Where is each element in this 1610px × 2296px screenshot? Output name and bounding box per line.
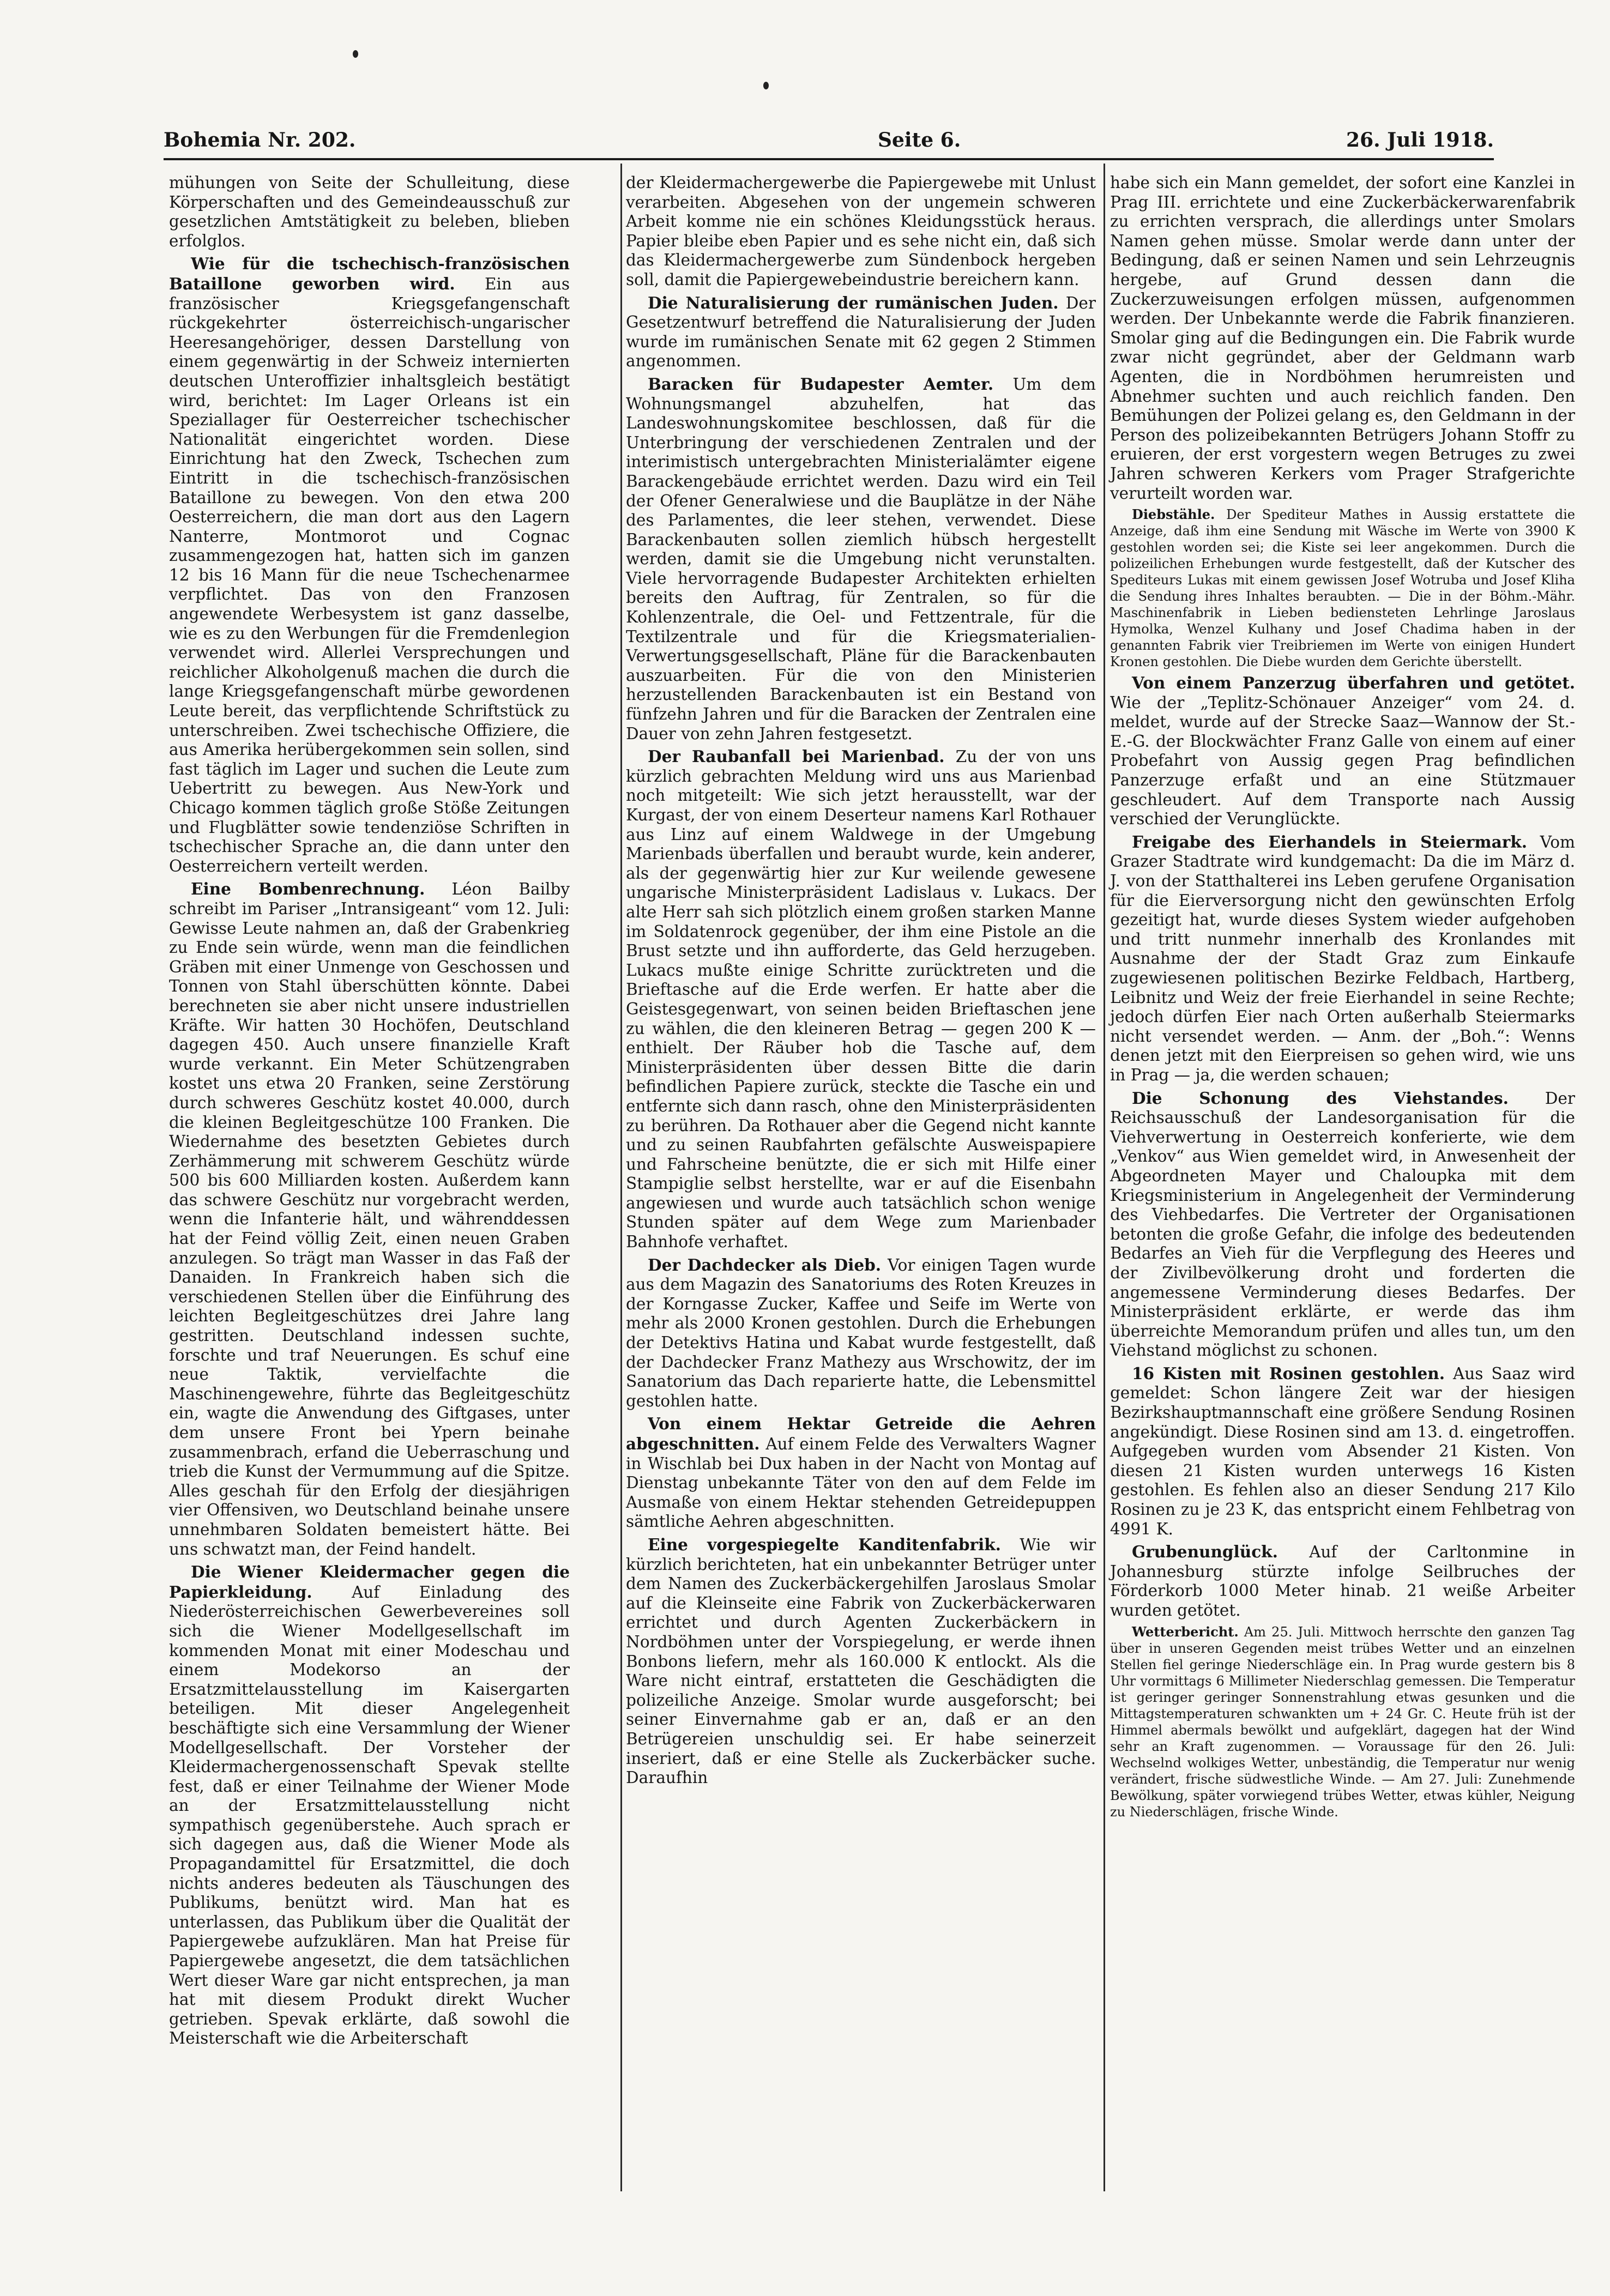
article-text: habe sich ein Mann gemeldet, der sofort eine Kanzlei in Prag III. errichtete und eine Zuckerbäckerwarenfabrik zu errichten versprach, die allerdings unter Smolars Namen gehen müsse. Smolar werde dann unter der Bedingung, daß er seinen Namen und sein Lehrzeugnis hergebe, auf Grund dessen dann die Zuckerzuweisungen erfolgen müssen, aufgenommen werden. Der Unbekannte werde die Fabrik finanzieren. Smolar ging auf die Bedingungen ein. Die Fabrik wurde zwar nicht gegründet, aber der Geldmann warb Agenten, die in Nordböhmen herumreisten und Abnehmer suchten und auch reichlich fanden. Den Bemühungen der Polizei gelang es, den Geldmann in der Person des polizeibekannten Betrügers Johann Stoffr zu eruieren, der erst vorgestern wegen Betruges zu zwei Jahren schweren Kerkers vom Prager Strafgerichte verurteilt worden war. — [1110, 173, 1575, 503]
article-paragraph — [626, 1255, 1096, 1411]
article-paragraph — [1110, 1542, 1575, 1620]
article-text: der Kleidermachergewerbe die Papiergewebe mit Unlust verarbeiten. Abgesehen von der ungemein schweren Arbeit komme nie ein schönes Kleidungsstück heraus. Papier bleibe eben Papier und es sehe nicht ein, daß sich das Kleidermachergewerbe zum Sündenbock hergeben soll, damit die Papiergewebeindustrie bereichern kann. — [626, 173, 1096, 289]
article-paragraph — [1110, 1364, 1575, 1539]
speck — [353, 50, 358, 58]
article-heading: Grubenunglück. — [1132, 1542, 1278, 1562]
article-paragraph — [626, 173, 1096, 290]
article-paragraph — [626, 747, 1096, 1252]
article-paragraph — [1110, 1624, 1575, 1820]
article-text: Léon Bailby schreibt im Pariser „Intransigeant“ vom 12. Juli: Gewisse Leute nahmen an, daß der Grabenkrieg zu Ende sein würde, wenn man die feindlichen Gräben mit einer Unmenge von Geschossen und Tonnen von Stahl überschütten könnte. Dabei berechneten sie aber nicht unsere industriellen Kräfte. Wir hatten 30 Hochöfen, Deutschland dagegen 450. Auch unsere finanzielle Kraft wurde verkannt. Ein Meter Schützengraben kostet uns etwa 20 Franken, seine Zerstörung durch schweres Geschütz kostet 40.000, durch die kleinen Begleitgeschütze 100 Franken. Die Wiedernahme des besetzten Gebietes durch Zerhämmerung mit schwerem Geschütz würde 500 bis 600 Milliarden kosten. Außerdem kann das schwere Geschütz nur vorgebracht werden, wenn die Infanterie hält, und währenddessen hat der Feind völlig Zeit, einen neuen Graben anzulegen. So trägt man Wasser in das Faß der Danaiden. In Frankreich haben sich die verschiedenen Stellen über die Einführung des leichten Begleitgeschützes drei Jahre lang gestritten. Deutschland indessen suchte, forschte und traf Neuerungen. Es schuf eine neue Taktik, vervielfachte die Maschinengewehre, führte das Begleitgeschütz ein, wagte die Anwendung des Giftgases, unter dem unsere Front bei Ypern beinahe zusammenbrach, erfand die Ueberraschung und trieb die Kunst der Vermummung auf die Spitze. Alles geschah für den Erfolg der diesjährigen vier Offensiven, wo Deutschland beinahe unsere unnehmbaren Soldaten bemeistert hätte. Bei uns schwatzt man, der Feind handelt. — [169, 880, 570, 1558]
article-paragraph — [1110, 173, 1575, 503]
article-heading: Wetterbericht. — [1132, 1623, 1239, 1640]
article-heading: Die Wiener Kleidermacher gegen die Papierkleidung. — [169, 1562, 570, 1602]
article-heading: 16 Kisten mit Rosinen gestohlen. — [1132, 1363, 1445, 1383]
article-heading: Eine Bombenrechnung. — [191, 879, 425, 899]
article-paragraph — [1110, 832, 1575, 1085]
article-heading: Eine vorgespiegelte Kanditenfabrik. — [648, 1534, 1001, 1554]
article-paragraph — [169, 254, 570, 876]
header-issue: Bohemia Nr. 202. — [164, 129, 356, 152]
article-text: Der Reichsausschuß der Landesorganisation für die Viehverwertung in Oesterreich konferierte, wie dem „Venkov“ aus Wien gemeldet wird, in Anwesenheit der Abgeordneten Mayer und Chaloupka mit dem Kriegsministerium in Angelegenheit der Verminderung des Viehbedarfes. Die Vertreter der Organisationen betonten die große Gefahr, die infolge des bedeutenden Bedarfes an Vieh für die Verpflegung des Heeres und der Zivilbevölkerung droht und forderten die angemessene Verminderung dieses Bedarfes. Der Ministerpräsident erklärte, er werde das ihm überreichte Memorandum prüfen und alles tun, um den Viehstand möglichst zu schonen. — [1110, 1089, 1575, 1360]
article-text: Auf einem Felde des Verwalters Wagner in Wischlab bei Dux haben in der Nacht von Montag auf Dienstag unbekannte Täter von den auf dem Felde im Ausmaße von einem Hektar stehenden Getreidepuppen sämtliche Aehren abgeschnitten. — [626, 1435, 1096, 1531]
article-text: mühungen von Seite der Schulleitung, diese Körperschaften und des Gemeindeausschuß zur gesetzlichen Amtstätigkeit zu beleben, blieben erfolglos. — [169, 173, 570, 250]
article-heading: Die Naturalisierung der rumänischen Juden. — [648, 293, 1059, 312]
article-paragraph — [1110, 506, 1575, 670]
article-paragraph — [169, 1562, 570, 2049]
article-text: Wie wir kürzlich berichteten, hat ein unbekannter Betrüger unter dem Namen des Zuckerbäckergehilfen Jaroslaus Smolar auf die Kleinseite eine Fabrik von Zuckerbäckerwaren errichtet und durch Agenten Zuckerbäckern in Nordböhmen unter der Vorspiegelung, er werde ihnen Bonbons liefern, mehr als 160.000 K entlockt. Als die Ware nicht eintraf, erstatteten die Geschädigten die polizeiliche Anzeige. Smolar wurde ausgeforscht; bei seiner Einvernahme gab er an, daß er an den Betrügereien unschuldig sei. Er habe seinerzeit inseriert, daß er eine Stelle als Zuckerbäcker suche. Daraufhin — [626, 1535, 1096, 1787]
article-paragraph — [626, 1414, 1096, 1532]
article-paragraph — [1110, 673, 1575, 829]
article-text: Wie der „Teplitz-Schönauer Anzeiger“ vom 24. d. meldet, wurde auf der Strecke Saaz—Wannow der St.-E.-G. der Blockwächter Franz Galle von einem auf einer Probefahrt von Aussig gegen Prag befindlichen Panzerzuge erfaßt und an eine Stützmauer geschleudert. Auf dem Transporte nach Aussig verschied der Verunglückte. — [1110, 693, 1575, 829]
article-text: Auf der Carltonmine in Johannesburg stürzte infolge Seilbruches der Förderkorb 1000 Meter hinab. 21 weiße Arbeiter wurden getötet. — [1110, 1543, 1575, 1620]
header-date: 26. Juli 1918. — [1346, 129, 1494, 152]
article-heading: Der Raubanfall bei Marienbad. — [648, 747, 945, 766]
article-paragraph — [169, 173, 570, 251]
column-rule — [620, 164, 622, 2191]
article-text: Um dem Wohnungsmangel abzuhelfen, hat das Landeswohnungskomitee beschlossen, daß für die Unterbringung der verschiedenen Zentralen und der interimistisch untergebrachten Ministerialämter eigene Barackengebäude errichtet werden. Dazu wird ein Teil der Ofener Generalwiese und die Bauplätze in der Nähe des Parlamentes, die leer stehen, verwendet. Diese Barackenbauten sollen ziemlich hübsch hergestellt werden, damit sie die Umgebung nicht verunstalten. Viele hervorragende Budapester Architekten erhielten bereits den Auftrag, für Zentralen, so für die Kohlenzentrale, die Oel- und Fettzentrale, für die Textilzentrale und für die Kriegsmaterialien-Verwertungsgesellschaft, Pläne für die Barackenbauten auszuarbeiten. Für die von den Ministerien herzustellenden Barackenbauten ist ein Bestand von fünfzehn Jahren und für die Baracken der Zentralen eine Dauer von zehn Jahren festgesetzt. — [626, 374, 1096, 743]
article-paragraph — [626, 293, 1096, 371]
article-heading: Die Schonung des Viehstandes. — [1132, 1088, 1509, 1108]
header-rule — [164, 158, 1494, 160]
article-text: Der Spediteur Mathes in Aussig erstattete die Anzeige, daß ihm eine Sendung mit Wäsche im Werte von 3900 K gestohlen worden sei; die Kiste sei leer angekommen. Durch die polizeilichen Erhebungen wurde festgestellt, daß der Kutscher des Spediteurs Lukas mit einem gewissen Josef Wotruba und Josef Kliha die Sendung ihres Inhaltes beraubten. — Die in der Böhm.-Mähr. Maschinenfabrik in Lieben bediensteten Lehrlinge Jaroslaus Hymolka, Wenzel Kulhany und Josef Chadima haben in der genannten Fabrik vier Treibriemen im Werte von einigen Hundert Kronen gestohlen. Die Diebe wurden dem Gerichte überstellt. — [1110, 507, 1575, 670]
article-text: Am 25. Juli. Mittwoch herrschte den ganzen Tag über in unseren Gegenden meist trübes Wetter und an einzelnen Stellen fiel geringe Niederschläge ein. In Prag wurde gestern bis 8 Uhr vormittags 6 Millimeter Niederschlag gemessen. Die Temperatur ist geringer geringer Sonnenstrahlung etwas gesunken und die Mittagstemperaturen schwankten um + 24 Gr. C. Heute früh ist der Himmel abermals bewölkt und aufgeklärt, dagegen hat der Wind sehr an Kraft zugenommen. — Voraussage für den 26. Juli: Wechselnd wolkiges Wetter, unbeständig, die Temperatur nur wenig verändert, frische südwestliche Winde. — Am 27. Juli: Zunehmende Bewölkung, später vorwiegend trübes Wetter, etwas kühler, Neigung zu Niederschlägen, frische Winde. — [1110, 1624, 1575, 1820]
article-text: Der Gesetzentwurf betreffend die Naturalisierung der Juden wurde im rumänischen Senate mit 62 gegen 2 Stimmen angenommen. — [626, 293, 1096, 371]
article-heading: Von einem Hektar Getreide die Aehren abgeschnitten. — [626, 1414, 1096, 1453]
header-page-number: Seite 6. — [878, 129, 961, 152]
column-rule — [1104, 164, 1105, 2191]
column-2 — [626, 173, 1096, 1791]
article-paragraph — [169, 879, 570, 1559]
article-heading: Von einem Panzerzug überfahren und getötet. — [1132, 673, 1575, 693]
article-paragraph — [626, 1535, 1096, 1788]
article-heading: Wie für die tschechisch-französischen Bataillone geworben wird. — [169, 254, 570, 293]
article-text: Aus Saaz wird gemeldet: Schon längere Zeit war der hiesigen Bezirkshauptmannschaft eine größere Sendung Rosinen angekündigt. Diese Rosinen sind am 13. d. eingetroffen. Aufgegeben wurden vom Absender 21 Kisten. Von diesen 21 Kisten wurden unterwegs 16 Kisten gestohlen. Es fehlen also an dieser Sendung 217 Kilo Rosinen zu je 23 K, das entspricht einem Fehlbetrag von 4991 K. — [1110, 1364, 1575, 1538]
article-text: Vor einigen Tagen wurde aus dem Magazin des Sanatoriums des Roten Kreuzes in der Korngasse Zucker, Kaffee und Seife im Werte von mehr als 2000 Kronen gestohlen. Durch die Erhebungen der Detektivs Hatina und Kabat wurde festgestellt, daß der Dachdecker Franz Mathezy aus Wrschowitz, der im Sanatorium das Dach reparierte hatte, die Lebensmittel gestohlen hatte. — [626, 1255, 1096, 1410]
article-heading: Freigabe des Eierhandels in Steiermark. — [1132, 832, 1527, 851]
article-text: Vom Grazer Stadtrate wird kundgemacht: Da die im März d. J. von der Statthalterei ins Leben gerufene Organisation für die Eierversorgung nicht den gewünschten Erfolg gezeitigt hat, wurde dieses System wieder aufgehoben und tritt nunmehr innerhalb des Kronlandes mit Ausnahme der der Stadt Graz zum Einkaufe zugewiesenen politischen Bezirke Feldbach, Hartberg, Leibnitz und Weiz der freie Eierhandel in seine Rechte; jedoch dürfen Eier nach Orten außerhalb Steiermarks nicht versendet werden. — Anm. der „Boh.“: Wenns denen jetzt mit den Eierpreisen so gehen wird, wie uns in Prag — ja, die werden schauen; — [1110, 832, 1575, 1084]
article-heading: Baracken für Budapester Aemter. — [648, 374, 994, 394]
article-text: Auf Einladung des Niederösterreichischen Gewerbevereines soll sich die Wiener Modellgesellschaft im kommenden Monat mit einer Modeschau und einem Modekorso an der Ersatzmittelausstellung im Kaisergarten beteiligen. Mit dieser Angelegenheit beschäftigte sich eine Versammlung der Wiener Modellgesellschaft. Der Vorsteher der Kleidermachergenossenschaft Spevak stellte fest, daß er einer Teilnahme der Wiener Mode an der Ersatzmittelausstellung nicht sympathisch gegenüberstehe. Auch sprach er sich dagegen aus, daß die Wiener Mode als Propagandamittel für Ersatzmittel, die doch nichts anderes bedeuten als Täuschungen des Publikums, benützt wird. Man hat es unterlassen, das Publikum über die Qualität der Papiergewebe aufzuklären. Man hat Preise für Papiergewebe angesetzt, die dem tatsächlichen Wert dieser Ware gar nicht entsprechen, ja man hat mit diesem Produkt direkt Wucher getrieben. Spevak erklärte, daß sowohl die Meisterschaft wie die Arbeiterschaft — [169, 1582, 570, 2048]
article-text: Zu der von uns kürzlich gebrachten Meldung wird uns aus Marienbad noch mitgeteilt: Wie sich jetzt herausstellt, war der Kurgast, der von einem Deserteur namens Karl Rothauer aus Linz auf einem Waldwege in der Umgebung Marienbads überfallen und beraubt wurde, kein anderer, als der gegenwärtig hier zur Kur weilende gewesene ungarische Ministerpräsident Ladislaus v. Lukacs. Der alte Herr sah sich plötzlich einem großen starken Manne im Soldatenrock gegenüber, der ihm eine Pistole an die Brust setzte und ihn aufforderte, das Geld herzugeben. Lukacs mußte einige Schritte zurücktreten und die Brieftasche auf die Erde werfen. Er hatte aber die Geistesgegenwart, von seinen beiden Brieftaschen jene zu wählen, die den kleineren Betrag — gegen 200 K — enthielt. Der Räuber hob die Tasche auf, dem Ministerpräsidenten über dessen Bitte die darin befindlichen Papiere zurück, steckte die Tasche ein und entfernte sich dann rasch, ohne den Ministerpräsidenten zu berühren. Da Rothauer aber die Gegend nicht kannte und zu seinen Raubfahrten gefälschte Ausweispapiere und Fahrscheine benützte, die er sich mit Hilfe einer Stampiglie selbst herstellte, war er auf die Eisenbahn angewiesen und wurde auch tatsächlich schon wenige Stunden später auf dem Wege zum Marienbader Bahnhofe verhaftet. — [626, 747, 1096, 1252]
column-3 — [1110, 173, 1575, 1823]
article-heading: Diebstähle. — [1132, 506, 1215, 523]
article-paragraph — [1110, 1089, 1575, 1361]
column-1 — [169, 173, 570, 2052]
article-heading: Der Dachdecker als Dieb. — [648, 1255, 882, 1274]
page-header — [164, 129, 1494, 159]
article-paragraph — [626, 374, 1096, 744]
article-text: Ein aus französischer Kriegsgefangenschaft rückgekehrter österreichisch-ungarischer Heeresangehöriger, dessen Darstellung von einem gegenwärtig in der Schweiz internierten deutschen Unteroffizier inhaltsgleich bestätigt wird, berichtet: Im Lager Orleans ist ein Speziallager für Oesterreicher tschechischer Nationalität eingerichtet worden. Diese Einrichtung hat den Zweck, Tschechen zum Eintritt in die tschechisch-französischen Bataillone zu bewegen. Von den etwa 200 Oesterreichern, die man dort aus den Lagern Nanterre, Montmorot und Cognac zusammengezogen hat, hatten sich im ganzen 12 bis 16 Mann für die neue Tschechenarmee verpflichtet. Das von den Franzosen angewendete Werbesystem ist ganz dasselbe, wie es zu den Werbungen für die Fremdenlegion verwendet wird. Allerlei Versprechungen und reichlicher Alkoholgenuß machen die durch die lange Kriegsgefangenschaft mürbe gewordenen Leute bereit, das verpflichtende Schriftstück zu unterschreiben. Zwei tschechische Offiziere, die aus Amerika herübergekommen sein sollen, sind fast täglich im Lager und suchen die Leute zum Uebertritt zu bewegen. Aus New-York und Chicago kommen täglich große Stöße Zeitungen und Flugblätter sowie tendenziöse Schriften in tschechischer Sprache an, die dann unter den Oesterreichern verteilt werden. — [169, 274, 570, 875]
speck — [763, 82, 769, 89]
